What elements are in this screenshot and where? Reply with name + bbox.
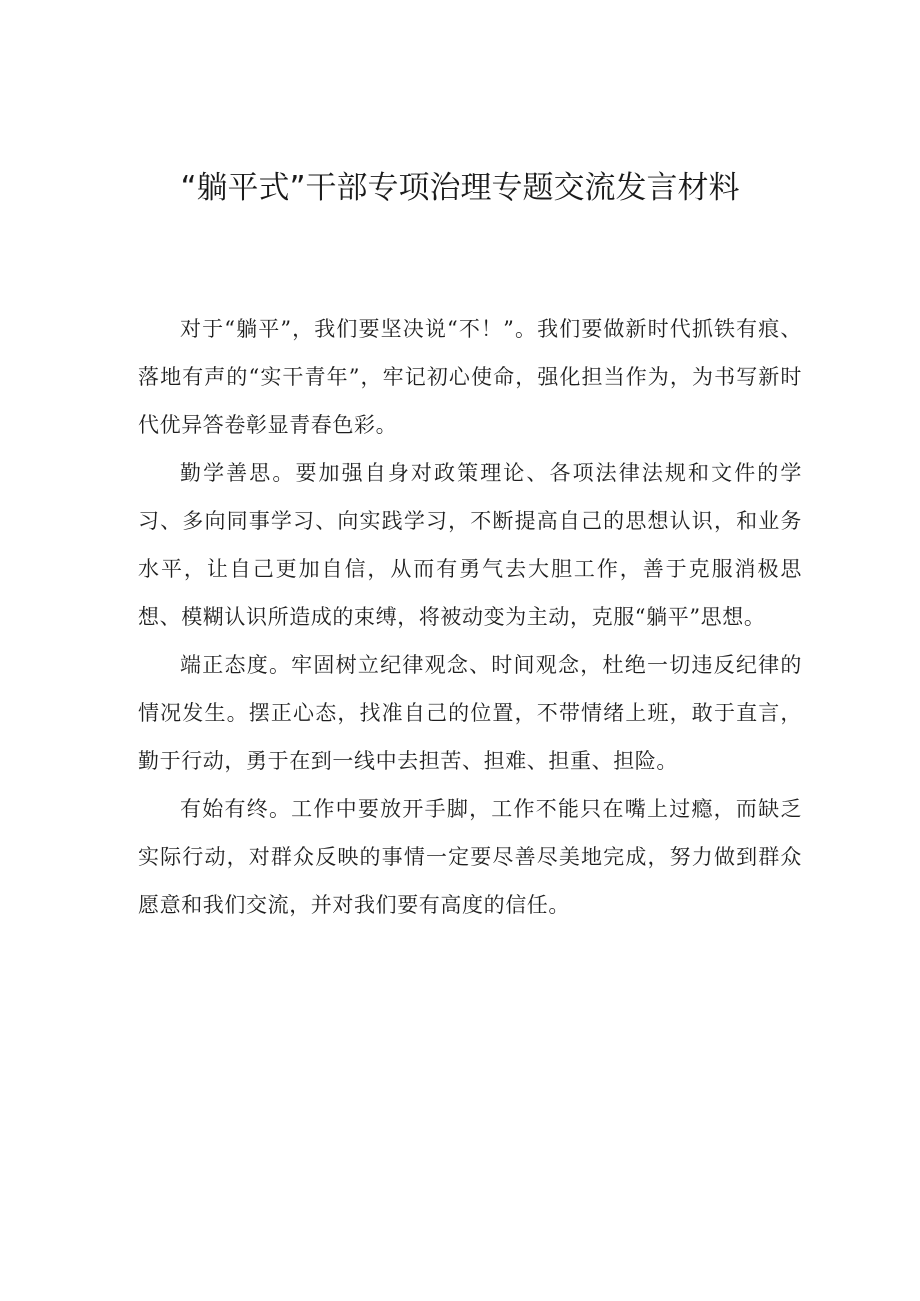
document-title: “躺平式”干部专项治理专题交流发言材料 (180, 170, 740, 206)
paragraph-attitude: 端正态度。牢固树立纪律观念、时间观念，杜绝一切违反纪律的情况发生。摆正心态，找准自己的位置，不带情绪上班，敢于直言，勤于行动，勇于在到一线中去担苦、担难、担重、担险。 (138, 653, 802, 773)
document-body (138, 305, 802, 929)
paragraph-persistence: 有始有终。工作中要放开手脚，工作不能只在嘴上过瘾，而缺乏实际行动，对群众反映的事情一定要尽善尽美地完成，努力做到群众愿意和我们交流，并对我们要有高度的信任。 (138, 797, 802, 917)
paragraph-intro: 对于“躺平”，我们要坚决说“不！”。我们要做新时代抓铁有痕、落地有声的“实干青年”，牢记初心使命，强化担当作为，为书写新时代优异答卷彰显青春色彩。 (138, 317, 802, 437)
paragraph-study: 勤学善思。要加强自身对政策理论、各项法律法规和文件的学习、多向同事学习、向实践学习，不断提高自己的思想认识，和业务水平，让自己更加自信，从而有勇气去大胆工作，善于克服消极思想、模糊认识所造成的束缚，将被动变为主动，克服“躺平”思想。 (138, 461, 802, 629)
